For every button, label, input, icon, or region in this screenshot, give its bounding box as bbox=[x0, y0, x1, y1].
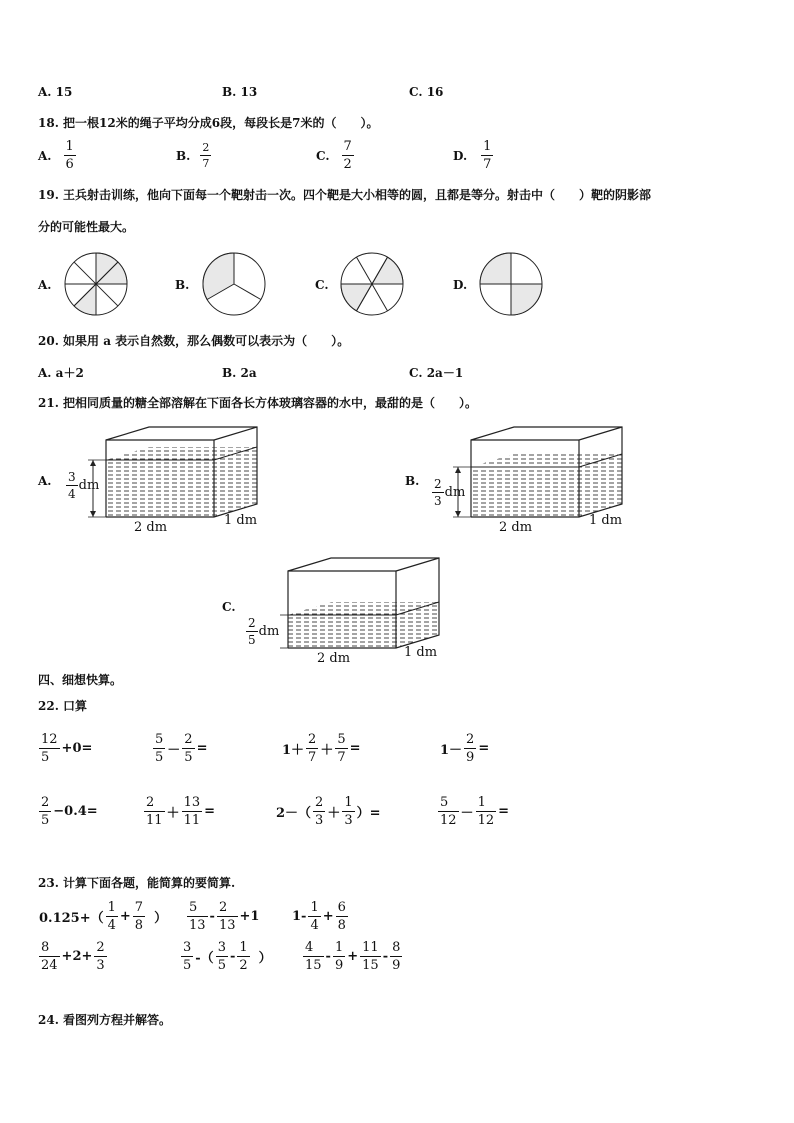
box-b-width-label: 1 dm bbox=[589, 513, 623, 528]
target-a-8-sectors bbox=[64, 252, 128, 316]
q20-option-c[interactable]: C. 2a－1 bbox=[409, 366, 464, 380]
q22-expr-4: 1－ $\frac{2}{9}$ = bbox=[440, 732, 490, 765]
q20-option-a[interactable]: A. a＋2 bbox=[38, 366, 84, 380]
fraction: $\frac{1}{7}$ bbox=[483, 139, 492, 172]
q17-option-a[interactable]: A. 15 bbox=[38, 85, 73, 99]
q22-expr-7: 2－（ $\frac{2}{3}$ ＋ $\frac{1}{3}$ ）= bbox=[276, 795, 381, 828]
q23-expr-6: $\frac{4}{15}$ - $\frac{1}{9}$ + $\frac{11}{15}$ - $\frac{8}{9}$ bbox=[305, 940, 401, 973]
q21-option-c[interactable]: C. bbox=[222, 600, 236, 614]
q20-stem: 20. 如果用 a 表示自然数，那么偶数可以表示为（ ）。 bbox=[38, 334, 350, 348]
box-a-height-label: $\frac{3}{4}$ dm bbox=[68, 470, 100, 501]
box-c-width-label: 1 dm bbox=[404, 645, 438, 660]
q22-expr-2: $\frac{5}{5}$ － $\frac{2}{5}$ = bbox=[155, 732, 208, 765]
option-label: D. bbox=[453, 148, 468, 163]
q23-expr-4: $\frac{8}{24}$ +2+ $\frac{2}{3}$ bbox=[41, 940, 105, 973]
q18-option-c[interactable] bbox=[316, 140, 355, 171]
box-a-width-label: 1 dm bbox=[224, 513, 258, 528]
q23-expr-2: $\frac{5}{13}$ - $\frac{2}{13}$ +1 bbox=[189, 900, 260, 933]
q18-stem: 18. 把一根12米的绳子平均分成6段，每段长是7米的（ ）。 bbox=[38, 116, 379, 130]
q24-stem: 24. 看图列方程并解答。 bbox=[38, 1013, 172, 1027]
q17-option-b[interactable]: B. 13 bbox=[222, 85, 258, 99]
box-c-height-label: $\frac{2}{5}$ dm bbox=[248, 616, 280, 647]
q23-stem: 23. 计算下面各题，能简算的要简算. bbox=[38, 876, 236, 890]
q23-expr-1: 0.125+（ $\frac{1}{4}$ + $\frac{7}{8}$ ） bbox=[39, 900, 168, 933]
q21-option-b[interactable]: B. bbox=[405, 474, 420, 488]
fraction: $\frac{1}{6}$ bbox=[65, 139, 74, 172]
q22-stem: 22. 口算 bbox=[38, 699, 88, 713]
q20-option-b[interactable]: B. 2a bbox=[222, 366, 257, 380]
q22-expr-3: 1＋ $\frac{2}{7}$ ＋ $\frac{5}{7}$ = bbox=[282, 732, 361, 765]
fraction: $\frac{2}{7}$ bbox=[202, 141, 210, 170]
q23-expr-5: $\frac{3}{5}$ -（ $\frac{3}{5}$ - $\frac{1}{2}$ ） bbox=[183, 940, 272, 973]
target-d-4-sectors bbox=[479, 252, 543, 316]
q22-expr-5: $\frac{2}{5}$ −0.4= bbox=[41, 795, 98, 828]
q22-expr-6: $\frac{2}{11}$ ＋ $\frac{13}{11}$ = bbox=[146, 795, 216, 828]
q19-stem-line2: 分的可能性最大。 bbox=[38, 220, 135, 234]
q21-option-a[interactable]: A. bbox=[38, 474, 52, 488]
q17-option-c[interactable]: C. 16 bbox=[409, 85, 444, 99]
q19-option-c[interactable]: C. bbox=[315, 278, 329, 292]
q18-option-d[interactable] bbox=[453, 140, 494, 171]
q22-expr-8: $\frac{5}{12}$ － $\frac{1}{12}$ = bbox=[440, 795, 510, 828]
q22-expr-1: $\frac{12}{5}$ +0= bbox=[41, 732, 93, 765]
fraction: $\frac{7}{2}$ bbox=[343, 139, 352, 172]
q18-option-b[interactable] bbox=[176, 142, 212, 169]
option-label: C. bbox=[316, 148, 330, 163]
q18-option-a[interactable] bbox=[38, 140, 77, 171]
q23-expr-3: 1- $\frac{1}{4}$ + $\frac{6}{8}$ bbox=[292, 900, 346, 933]
q19-option-b[interactable]: B. bbox=[175, 278, 190, 292]
q19-option-d[interactable]: D. bbox=[453, 278, 468, 292]
box-c-length-label: 2 dm bbox=[317, 651, 351, 666]
target-b-3-sectors bbox=[202, 252, 266, 316]
box-a-length-label: 2 dm bbox=[134, 520, 168, 535]
q19-option-a[interactable]: A. bbox=[38, 278, 52, 292]
option-label: A. bbox=[38, 148, 52, 163]
q19-stem-line1: 19. 王兵射击训练，他向下面每一个靶射击一次。四个靶是大小相等的圆，且都是等分。射击中（ ）靶的阴影部 bbox=[38, 188, 652, 202]
section-4-heading: 四、细想快算。 bbox=[38, 673, 123, 687]
option-label: B. bbox=[176, 148, 191, 163]
box-b-length-label: 2 dm bbox=[499, 520, 533, 535]
box-b-height-label: $\frac{2}{3}$ dm bbox=[434, 477, 466, 508]
q21-stem: 21. 把相同质量的糖全部溶解在下面各长方体玻璃容器的水中，最甜的是（ ）。 bbox=[38, 396, 478, 410]
target-c-6-sectors bbox=[340, 252, 404, 316]
